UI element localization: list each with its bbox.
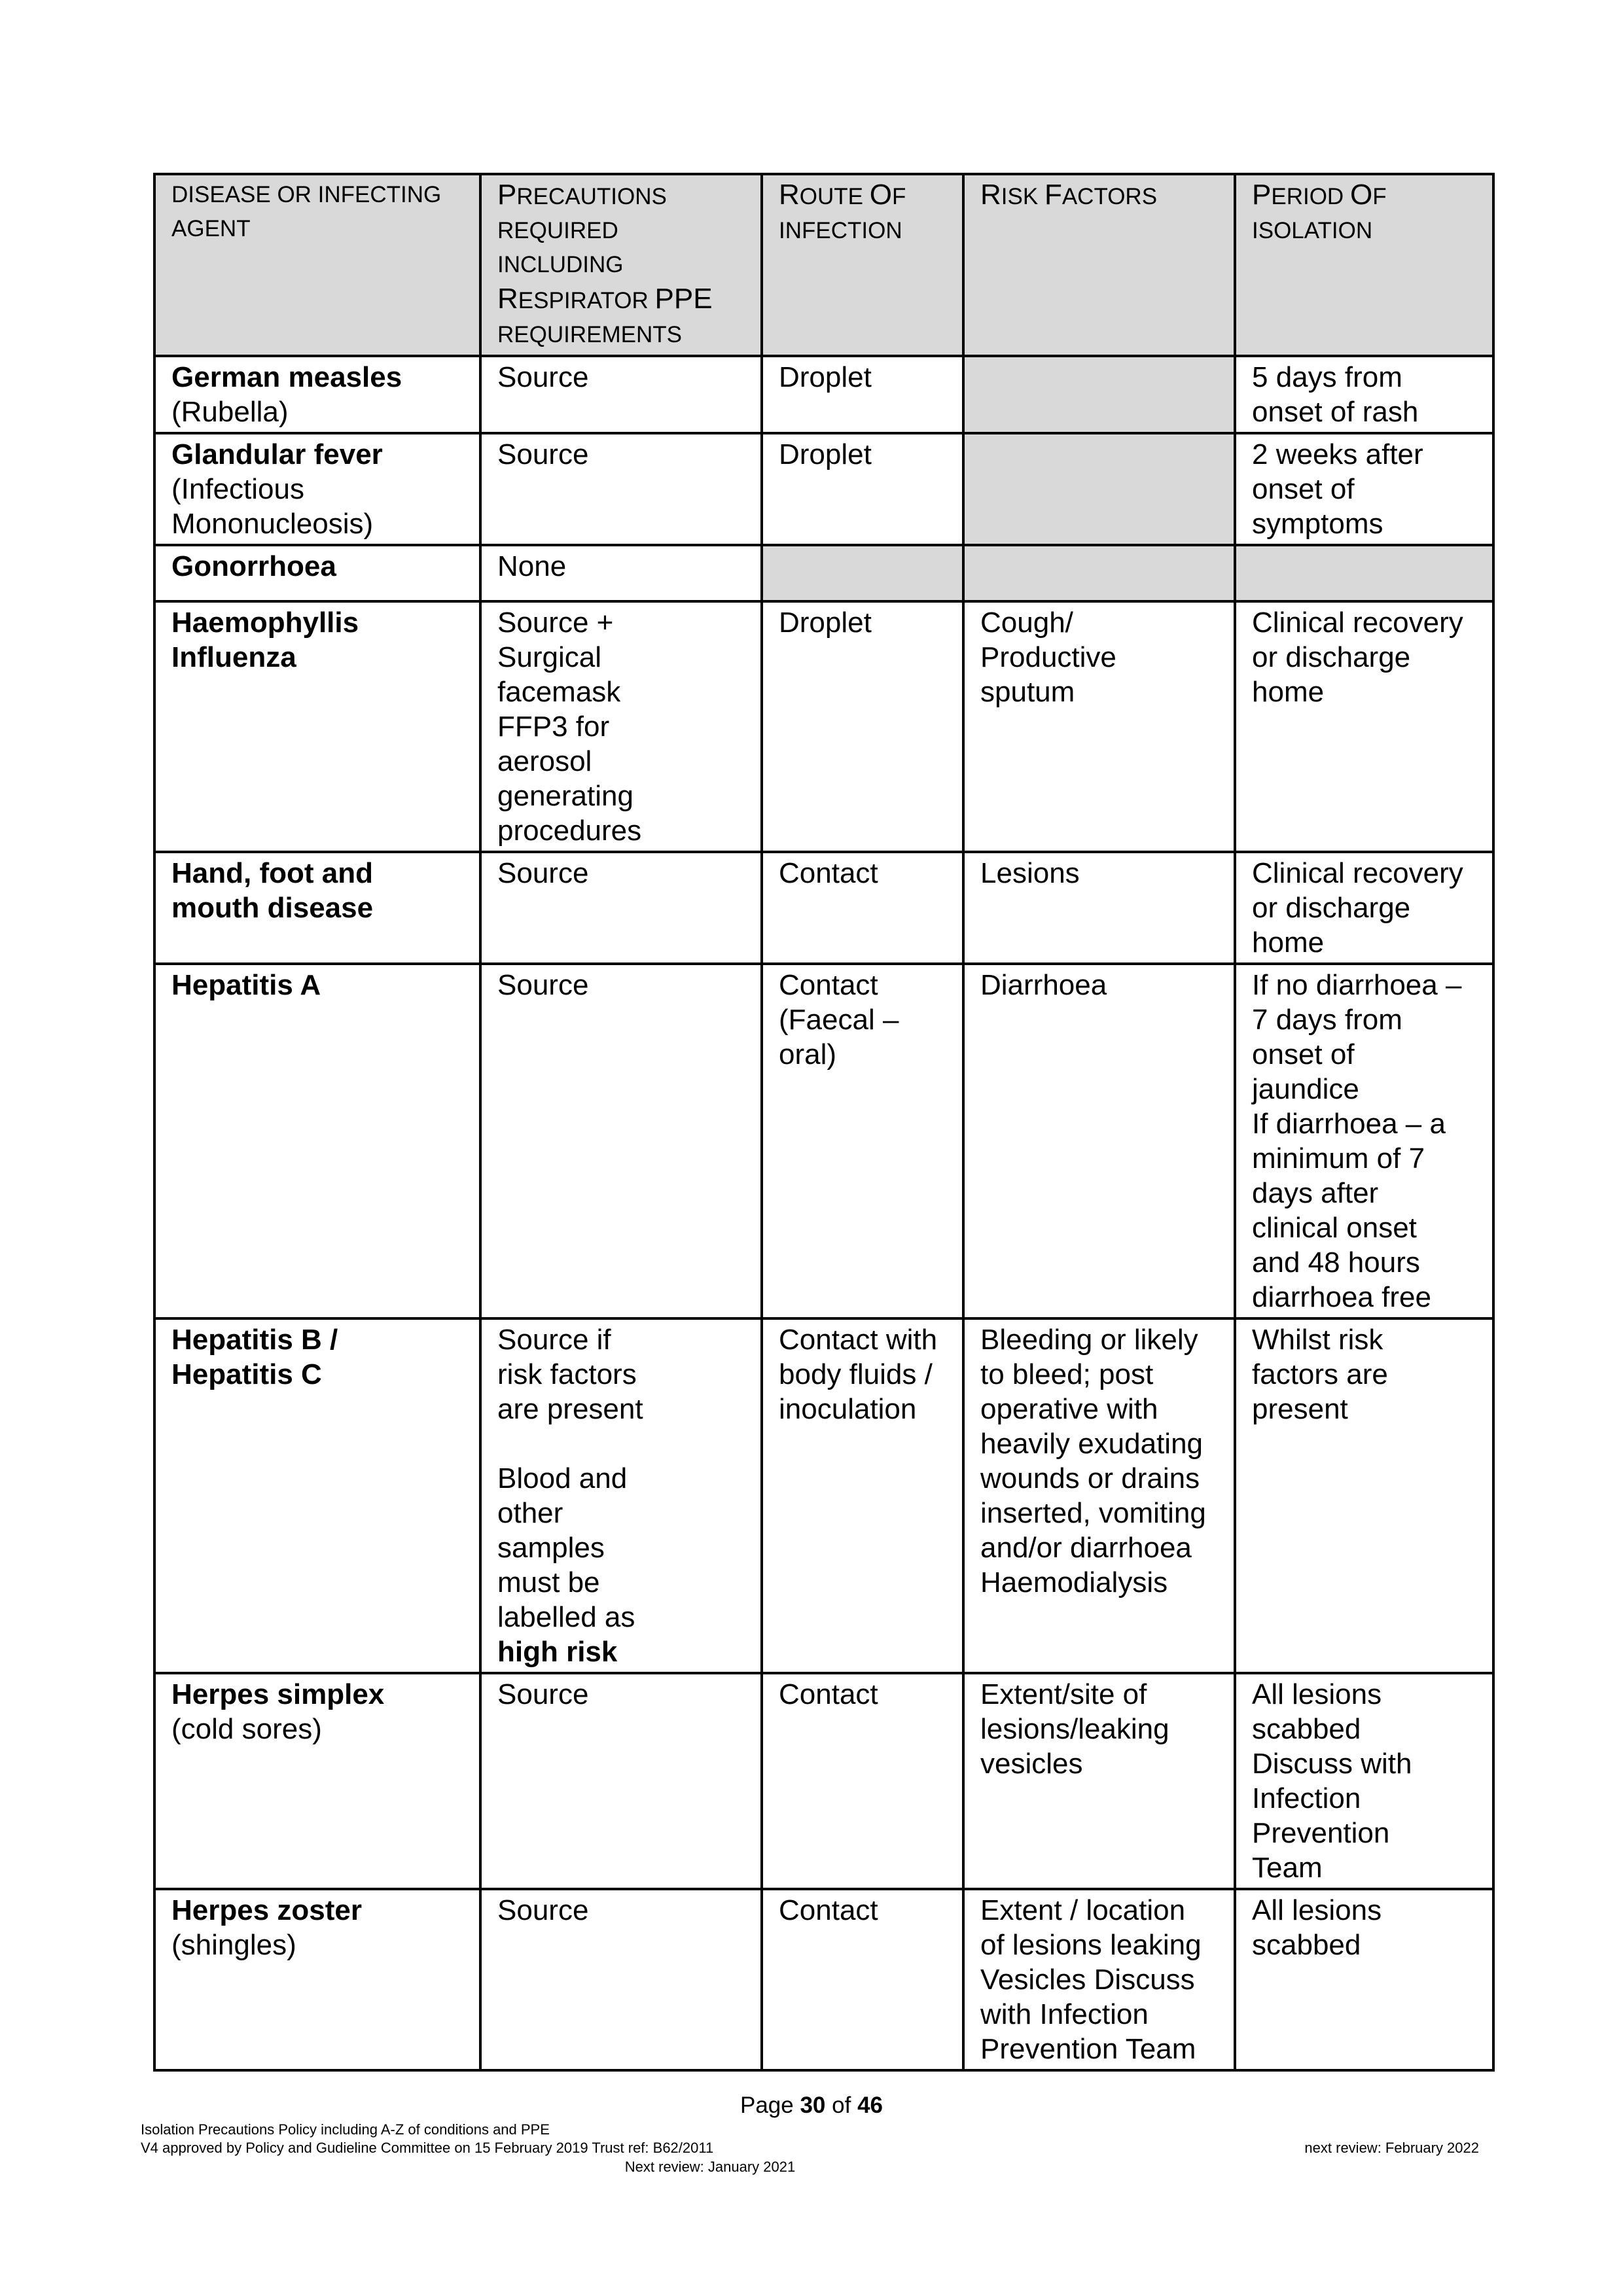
table-row [154, 356, 1493, 433]
header-disease: DISEASE OR INFECTING AGENT [154, 174, 480, 356]
cell-period: All lesions scabbed Discuss with Infection Prevention Team [1235, 1673, 1493, 1889]
header-route-l1: ROUTE OF [779, 179, 906, 211]
table-row [154, 1318, 1493, 1673]
cell-period: Whilst risk factors are present [1235, 1318, 1493, 1673]
disease-subname: (shingles) [171, 1929, 296, 1961]
cell-precautions [480, 601, 762, 852]
header-risk-l1: RISK FACTORS [980, 179, 1158, 211]
table-row [154, 601, 1493, 852]
disease-name: German measles [171, 361, 402, 393]
table-row [154, 1889, 1493, 2070]
cell-period: Clinical recovery or discharge home [1235, 852, 1493, 964]
precautions-text: Source [497, 1894, 589, 1926]
cell-precautions [480, 1889, 762, 2070]
table-row [154, 852, 1493, 964]
disease-name: Glandular fever [171, 438, 383, 470]
footer-policy-title: Isolation Precautions Policy including A-Z of conditions and PPE [141, 2121, 550, 2138]
cell-risk: Extent / location of lesions leaking Vesicles Discuss with Infection Prevention Team [963, 1889, 1235, 2070]
cell-precautions [480, 964, 762, 1318]
cell-route: Contact with body fluids / inoculation [762, 1318, 963, 1673]
table-row [154, 964, 1493, 1318]
header-period-l1: PERIOD OF [1252, 179, 1387, 211]
cell-risk: Cough/ Productive sputum [963, 601, 1235, 852]
precautions-text: Source [497, 969, 589, 1001]
cell-precautions [480, 545, 762, 601]
table-row [154, 545, 1493, 601]
cell-disease [154, 1673, 480, 1889]
cell-period: 2 weeks after onset of symptoms [1235, 433, 1493, 545]
table-row [154, 1673, 1493, 1889]
cell-risk [963, 545, 1235, 601]
cell-disease [154, 852, 480, 964]
precautions-text: Source [497, 361, 589, 393]
precautions-text: Source [497, 1678, 589, 1710]
cell-disease [154, 1889, 480, 2070]
disease-subname: (Infectious Mononucleosis) [171, 473, 374, 540]
isolation-table [153, 173, 1495, 2072]
disease-name: Hand, foot and mouth disease [171, 857, 374, 924]
cell-risk [963, 433, 1235, 545]
cell-disease [154, 601, 480, 852]
cell-disease [154, 1318, 480, 1673]
precautions-text: Source [497, 857, 589, 889]
cell-disease [154, 545, 480, 601]
cell-route: Contact [762, 1673, 963, 1889]
cell-risk: Bleeding or likely to bleed; post operative with heavily exudating wounds or drains inserted, vomiting and/or diarrhoea Haemodialysis [963, 1318, 1235, 1673]
precautions-bold-text: high risk [497, 1636, 618, 1668]
precautions-text: Source [497, 438, 589, 470]
disease-name: Hepatitis A [171, 969, 321, 1001]
header-precautions-l2: REQUIRED [497, 218, 618, 243]
footer-review-right: next review: February 2022 [1304, 2140, 1479, 2156]
cell-route: Droplet [762, 433, 963, 545]
cell-route: Contact [762, 1889, 963, 2070]
cell-period: If no diarrhoea – 7 days from onset of jaundice If diarrhoea – a minimum of 7 days after clinical onset and 48 hours diarrhoea free [1235, 964, 1493, 1318]
header-route-l2: INFECTION [779, 218, 902, 243]
disease-name: Hepatitis B / Hepatitis C [171, 1324, 338, 1390]
disease-name: Herpes zoster [171, 1894, 363, 1926]
table-row [154, 433, 1493, 545]
cell-precautions [480, 356, 762, 433]
disease-subname: (cold sores) [171, 1713, 322, 1745]
disease-name: Gonorrhoea [171, 550, 336, 582]
cell-period: 5 days from onset of rash [1235, 356, 1493, 433]
page-number: Page 30 of 46 [740, 2093, 883, 2118]
cell-route: Droplet [762, 356, 963, 433]
cell-period: Clinical recovery or discharge home [1235, 601, 1493, 852]
disease-name: Herpes simplex [171, 1678, 385, 1710]
header-precautions-l1: PRECAUTIONS [497, 179, 667, 211]
cell-precautions [480, 1318, 762, 1673]
header-precautions-l3: INCLUDING [497, 252, 624, 277]
cell-risk [963, 356, 1235, 433]
cell-risk: Diarrhoea [963, 964, 1235, 1318]
cell-route: Contact [762, 852, 963, 964]
header-precautions [480, 174, 762, 356]
cell-precautions [480, 852, 762, 964]
cell-disease [154, 964, 480, 1318]
table-body [154, 356, 1493, 2070]
header-period-l2: ISOLATION [1252, 218, 1373, 243]
footer-next-review: Next review: January 2021 [624, 2159, 796, 2175]
cell-period [1235, 545, 1493, 601]
cell-precautions [480, 433, 762, 545]
header-risk [963, 174, 1235, 356]
disease-subname: (Rubella) [171, 396, 289, 428]
cell-route: Droplet [762, 601, 963, 852]
disease-name: Haemophyllis Influenza [171, 607, 359, 673]
header-precautions-l5: REQUIREMENTS [497, 322, 682, 347]
footer-approval: V4 approved by Policy and Gudieline Committee on 15 February 2019 Trust ref: B62/2011 [141, 2140, 714, 2156]
cell-route: Contact (Faecal – oral) [762, 964, 963, 1318]
header-route [762, 174, 963, 356]
precautions-text: Source + Surgical facemask FFP3 for aerosol generating procedures [497, 607, 642, 847]
cell-period: All lesions scabbed [1235, 1889, 1493, 2070]
header-precautions-l4: RESPIRATOR PPE [497, 283, 713, 315]
cell-disease [154, 433, 480, 545]
cell-risk: Extent/site of lesions/leaking vesicles [963, 1673, 1235, 1889]
cell-disease [154, 356, 480, 433]
cell-route [762, 545, 963, 601]
precautions-text: None [497, 550, 567, 582]
cell-risk: Lesions [963, 852, 1235, 964]
table-header-row [154, 174, 1493, 356]
cell-precautions [480, 1673, 762, 1889]
header-period [1235, 174, 1493, 356]
precautions-text: Source if risk factors are present Blood and other samples must be labelled as [497, 1324, 643, 1633]
